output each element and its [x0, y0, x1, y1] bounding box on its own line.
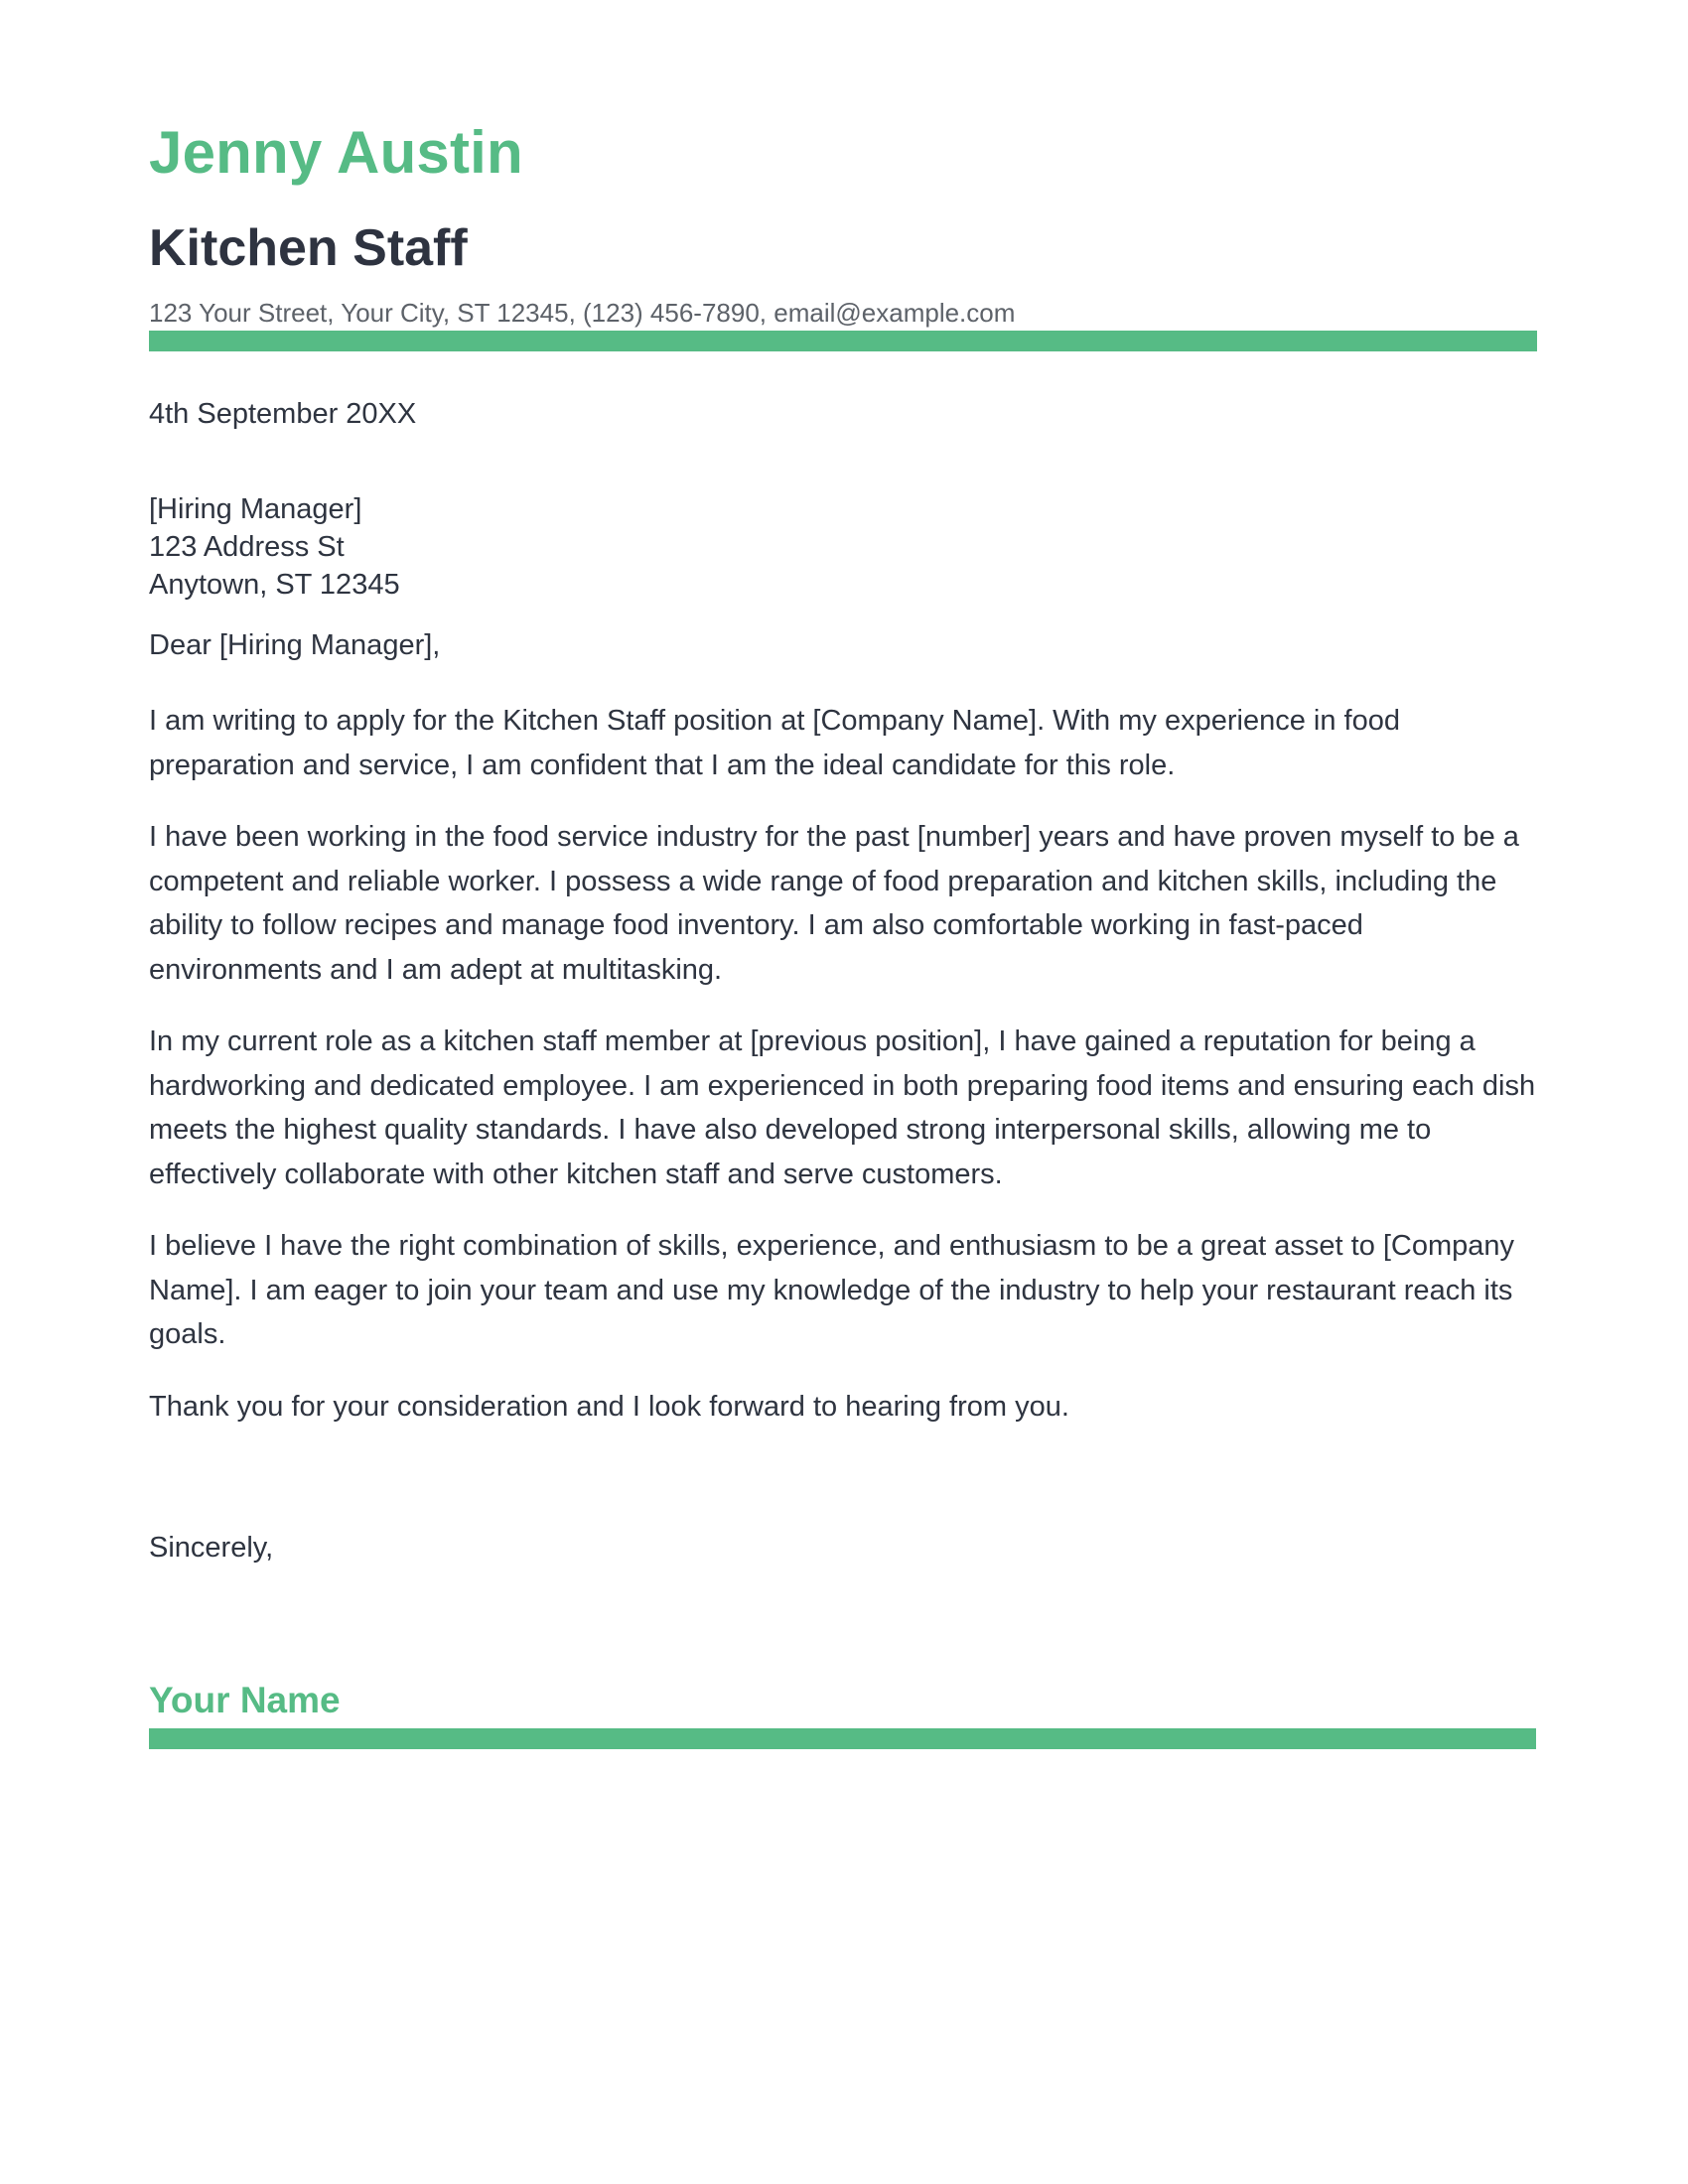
recipient-line: 123 Address St	[149, 531, 345, 563]
salutation: Dear [Hiring Manager],	[149, 629, 441, 661]
letter-date: 4th September 20XX	[149, 398, 417, 430]
body-paragraph: Thank you for your consideration and I look forward to hearing from you.	[149, 1390, 1069, 1423]
body-paragraph: I have been working in the food service industry for the past [number] years and have proven myself to be a competent and reliable worker. I possess a wide range of food preparation and kitchen skills, including the ability to follow recipes and manage food inventory. I am also comfortable working in fast-paced environments and I am adept at multitasking.	[149, 821, 1519, 986]
signature-name: Your Name	[149, 1680, 341, 1720]
letter-body	[149, 699, 1539, 1456]
closing: Sincerely,	[149, 1532, 274, 1564]
body-paragraph: In my current role as a kitchen staff member at [previous position], I have gained a reputation for being a hardworking and dedicated employee. I am experienced in both preparing food items and ensuring each dish meets the highest quality standards. I have also developed strong interpersonal skills, allowing me to effectively collaborate with other kitchen staff and serve customers.	[149, 1025, 1536, 1190]
body-paragraph: I am writing to apply for the Kitchen Staff position at [Company Name]. With my experience in food preparation and service, I am confident that I am the ideal candidate for this role.	[149, 705, 1400, 781]
footer-divider	[149, 1728, 1536, 1749]
recipient-line: [Hiring Manager]	[149, 493, 362, 525]
body-paragraph: I believe I have the right combination of skills, experience, and enthusiasm to be a great asset to [Company Name]. I am eager to join your team and use my knowledge of the industry to help your restaurant reach its goals.	[149, 1230, 1515, 1350]
applicant-name: Jenny Austin	[149, 119, 523, 186]
recipient-line: Anytown, ST 12345	[149, 569, 400, 601]
contact-info: 123 Your Street, Your City, ST 12345, (123) 456-7890, email@example.com	[149, 298, 1016, 328]
recipient-address	[149, 490, 400, 604]
job-title: Kitchen Staff	[149, 219, 468, 277]
header-divider	[149, 331, 1537, 351]
